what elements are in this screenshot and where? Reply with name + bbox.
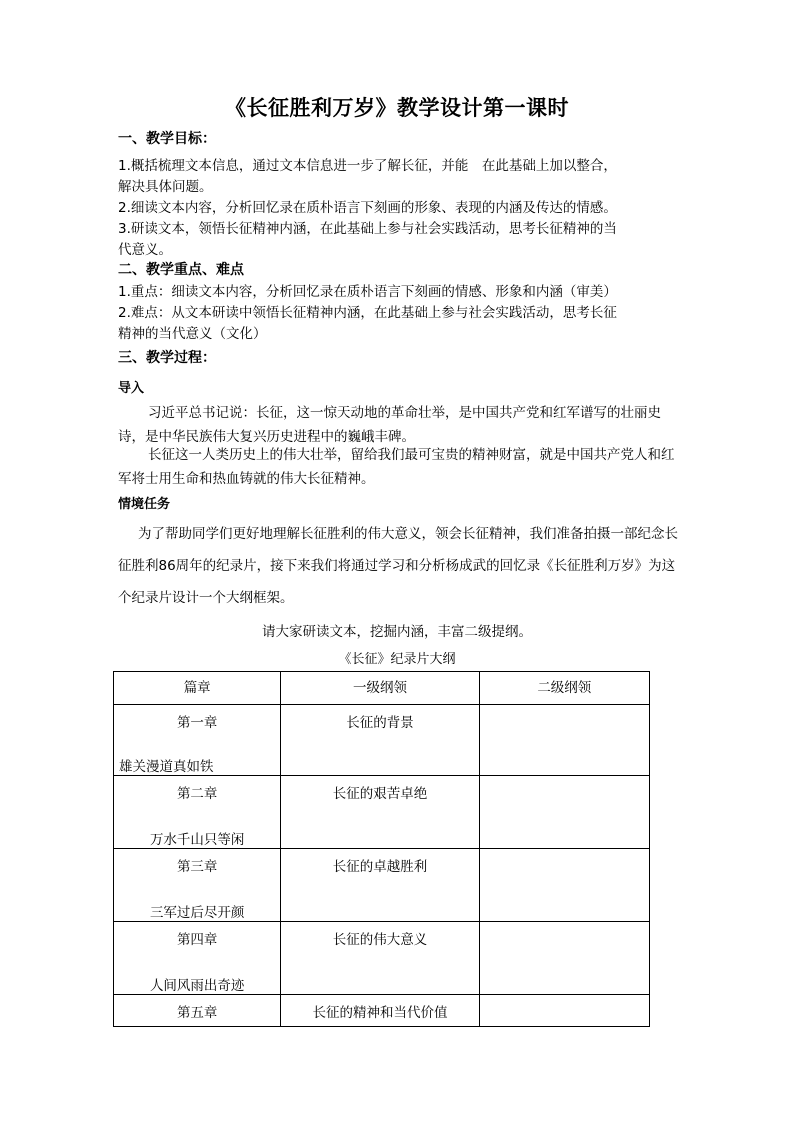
level1-cell bbox=[281, 922, 479, 995]
level1-text: 长征的背景 bbox=[346, 715, 414, 731]
goal-line-1: 1.概括梳理文本信息，通过文本信息进一步了解长征，并能 在此基础上加以整合， bbox=[118, 158, 617, 174]
process-heading: 三、教学过程： bbox=[118, 350, 216, 366]
level2-cell bbox=[479, 705, 649, 776]
task-heading: 情境任务 bbox=[118, 497, 171, 512]
intro-heading: 导入 bbox=[118, 381, 145, 396]
task-prompt: 请大家研读文本，挖掘内涵，丰富二级提纲。 bbox=[262, 624, 532, 640]
level1-text: 长征的伟大意义 bbox=[332, 932, 428, 948]
goal-line-3: 2.细读文本内容，分析回忆录在质朴语言下刻画的形象、表现的内涵及传达的情感。 bbox=[118, 200, 617, 216]
outline-table bbox=[113, 671, 650, 1027]
table-caption: 《长征》纪录片大纲 bbox=[338, 652, 456, 667]
key-line-2: 2.难点：从文本研读中领悟长征精神内涵，在此基础上参与社会实践活动，思考长征 bbox=[118, 305, 617, 321]
chapter-subtitle: 万水千山只等闲 bbox=[149, 832, 245, 848]
goal-line-2: 解决具体问题。 bbox=[118, 179, 213, 195]
table-row bbox=[114, 705, 650, 776]
chapter-number: 第五章 bbox=[176, 1005, 218, 1021]
table-row bbox=[114, 849, 650, 922]
level2-cell bbox=[479, 922, 649, 995]
goals-heading: 一、教学目标： bbox=[118, 131, 216, 147]
chapter-cell bbox=[114, 922, 281, 995]
table-header-row bbox=[114, 672, 650, 705]
chapter-subtitle: 雄关漫道真如铁 bbox=[119, 759, 214, 775]
level1-cell bbox=[281, 705, 479, 776]
level1-cell bbox=[281, 849, 479, 922]
table-row bbox=[114, 922, 650, 995]
level1-text: 长征的卓越胜利 bbox=[332, 859, 428, 875]
header-level1: 一级纲领 bbox=[281, 672, 479, 705]
chapter-subtitle: 人间风雨出奇迹 bbox=[149, 978, 245, 994]
key-line-3: 精神的当代意义（文化） bbox=[118, 326, 267, 342]
table-row bbox=[114, 776, 650, 849]
header-level2: 二级纲领 bbox=[479, 672, 649, 705]
level1-cell bbox=[281, 776, 479, 849]
intro-paragraph-1: 习近平总书记说：长征，这一惊天动地的革命壮举，是中国共产党和红军谱写的壮丽史诗，是中华民族伟大复兴历史进程中的巍峨丰碑。 bbox=[118, 405, 661, 445]
chapter-cell bbox=[114, 995, 281, 1027]
task-paragraph: 为了帮助同学们更好地理解长征胜利的伟大意义，领会长征精神，我们准备拍摄一部纪念长征胜利86周年的纪录片，接下来我们将通过学习和分析杨成武的回忆录《长征胜利万岁》为这个纪录片设计一个大纲框架。 bbox=[118, 526, 678, 606]
chapter-cell bbox=[114, 776, 281, 849]
chapter-number: 第四章 bbox=[176, 932, 218, 948]
page-title: 《长征胜利万岁》教学设计第一课时 bbox=[225, 96, 569, 120]
chapter-subtitle: 三军过后尽开颜 bbox=[149, 905, 245, 921]
header-chapter: 篇章 bbox=[114, 672, 281, 705]
key-heading: 二、教学重点、难点 bbox=[118, 262, 244, 278]
chapter-cell bbox=[114, 849, 281, 922]
table-row bbox=[114, 995, 650, 1027]
chapter-number: 第三章 bbox=[176, 859, 218, 875]
key-line-1: 1.重点：细读文本内容，分析回忆录在质朴语言下刻画的情感、形象和内涵（审美） bbox=[118, 284, 617, 300]
level1-text: 长征的精神和当代价值 bbox=[312, 1005, 448, 1021]
goal-line-4: 3.研读文本，领悟长征精神内涵，在此基础上参与社会实践活动，思考长征精神的当 bbox=[118, 221, 617, 237]
chapter-cell bbox=[114, 705, 281, 776]
level1-text: 长征的艰苦卓绝 bbox=[332, 786, 428, 802]
level1-cell bbox=[281, 995, 479, 1027]
level2-cell bbox=[479, 849, 649, 922]
chapter-number: 第一章 bbox=[176, 715, 218, 731]
chapter-number: 第二章 bbox=[176, 786, 218, 802]
level2-cell bbox=[479, 776, 649, 849]
level2-cell bbox=[479, 995, 649, 1027]
intro-paragraph-2: 长征这一人类历史上的伟大壮举，留给我们最可宝贵的精神财富，就是中国共产党人和红军将士用生命和热血铸就的伟大长征精神。 bbox=[118, 447, 675, 487]
goal-line-5: 代意义。 bbox=[118, 242, 172, 258]
